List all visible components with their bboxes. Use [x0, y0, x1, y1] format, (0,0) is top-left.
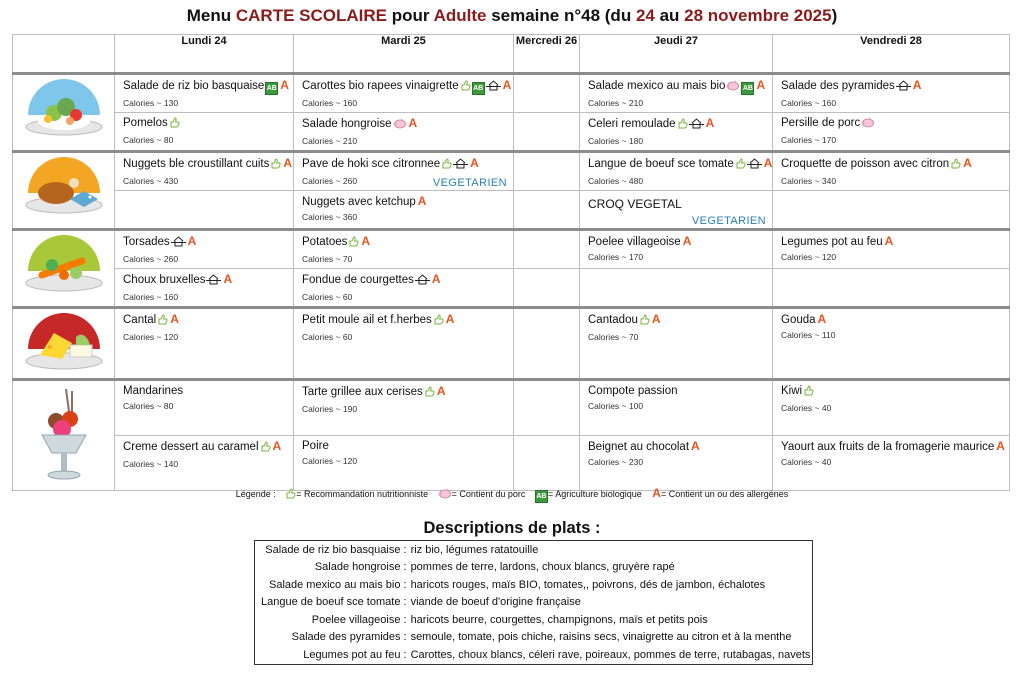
allergen-icon: A: [417, 194, 427, 208]
menu-row: [13, 152, 1010, 191]
menu-cell: [115, 436, 294, 491]
homemade-icon: [896, 80, 911, 95]
allergen-icon: A: [408, 116, 418, 130]
calories: Calories ~ 70: [588, 332, 639, 342]
dish-item: [781, 78, 1009, 95]
description-dish: Salade des pyramides :: [291, 631, 407, 644]
allergen-icon: A: [445, 312, 455, 326]
legend-allergen: [650, 486, 789, 500]
menu-cell: [773, 74, 1010, 113]
menu-cell: [580, 308, 773, 380]
menu-row: [13, 74, 1010, 113]
menu-cell: [115, 308, 294, 380]
menu-cell: [580, 436, 773, 491]
allergen-icon: A: [280, 78, 289, 92]
dish-item: [123, 156, 293, 173]
menu-row: [13, 436, 1010, 491]
organic-label-icon: AB: [741, 82, 754, 95]
dish-name: Poire: [302, 440, 329, 453]
menu-cell: [514, 152, 580, 191]
dish-name: Poelee villageoise: [588, 236, 681, 248]
menu-cell: [115, 113, 294, 152]
homemade-icon: [453, 158, 468, 173]
dish-name: Cantal: [123, 314, 157, 326]
dish-item: [781, 234, 1009, 249]
menu-cell: [294, 74, 514, 113]
description-dish: Salade mexico au mais bio :: [268, 578, 407, 591]
calories: Calories ~ 190: [302, 404, 358, 414]
allergen-icon: A: [272, 439, 282, 454]
calories: Calories ~ 120: [302, 456, 358, 467]
title-semaine: semaine n°48 (du: [486, 6, 636, 25]
dish-name: Mandarines: [123, 385, 184, 397]
allergen-icon: A: [817, 312, 827, 326]
homemade-icon: [689, 118, 704, 133]
description-row: [255, 611, 813, 629]
thumbs-up-icon: [803, 384, 814, 400]
menu-cell: [115, 380, 294, 436]
dish-item: [302, 78, 513, 95]
allergen-icon: A: [691, 439, 700, 454]
description-dish: Salade de riz bio basquaise :: [265, 543, 407, 556]
thumbs-up-icon: [735, 157, 746, 173]
menu-cell: [115, 191, 294, 230]
title-end: ): [831, 6, 838, 25]
dish-item: [588, 116, 772, 133]
menu-cell: [580, 269, 773, 308]
title-date-end: 28 novembre 2025: [684, 6, 832, 25]
description-row: [255, 646, 813, 664]
menu-table: [12, 34, 1010, 491]
allergen-icon: A: [436, 384, 446, 398]
dish-item: [302, 439, 513, 453]
description-row: [255, 629, 813, 647]
allergen-icon: A: [884, 234, 894, 248]
title-adulte: Adulte: [433, 6, 487, 25]
menu-row: [13, 113, 1010, 152]
calories: Calories ~ 160: [781, 98, 837, 108]
menu-cell: [773, 308, 1010, 380]
dish-item: [781, 116, 1009, 132]
fromages-icon: [20, 360, 108, 377]
thumbs-up-icon: [677, 117, 688, 133]
dish-item: [123, 312, 293, 329]
menu-cell: [580, 230, 773, 269]
menu-cell: [294, 380, 514, 436]
menu-cell: [580, 74, 773, 113]
calories: Calories ~ 230: [588, 457, 644, 468]
calories: Calories ~ 170: [781, 135, 837, 145]
description-text: haricots beurre, courgettes, champignons, maïs et petits pois: [410, 613, 708, 626]
menu-header-row: [13, 35, 1010, 74]
thumbs-up-icon: [433, 313, 444, 329]
description-row: [255, 576, 813, 594]
menu-cell: [294, 269, 514, 308]
dish-name: Carottes bio rapees vinaigrette: [302, 80, 459, 92]
dish-name: Tarte grillee aux cerises: [302, 386, 423, 398]
pig-icon: [438, 488, 452, 501]
dish-name: Langue de boeuf sce tomate: [588, 158, 734, 170]
calories: Calories ~ 430: [123, 176, 179, 186]
calories: Calories ~ 180: [588, 136, 644, 146]
description-text: viande de boeuf d'origine française: [410, 596, 581, 609]
descriptions-table: [254, 540, 813, 665]
dish-name: Petit moule ail et f.herbes: [302, 314, 432, 326]
dish-item: [781, 384, 1009, 400]
homemade-icon: [486, 80, 501, 95]
dish-item: [302, 384, 513, 401]
dish-item: [588, 312, 772, 329]
plats-icon: [20, 204, 108, 221]
menu-cell: [514, 436, 580, 491]
legend-reco: [284, 489, 428, 499]
allergen-icon: A: [170, 312, 179, 326]
legend-bio-text: = Agriculture biologique: [547, 489, 642, 499]
description-text: Carottes, choux blancs, céleri rave, poireaux, pommes de terre, rutabagas, navets: [410, 648, 811, 661]
allergen-icon: A: [223, 272, 233, 286]
description-row: [255, 594, 813, 612]
legend-pork: [437, 489, 526, 499]
menu-cell: [115, 269, 294, 308]
legend-reco-text: = Recommandation nutritionniste: [296, 489, 429, 499]
menu-cell: [514, 230, 580, 269]
organic-label-icon: AB: [265, 82, 278, 95]
thumbs-up-icon: [285, 487, 296, 501]
page-title: [0, 6, 1024, 26]
menu-cell: [514, 380, 580, 436]
allergen-icon: A: [187, 234, 197, 248]
menu-cell: [580, 380, 773, 436]
day-header: Jeudi 27: [580, 35, 773, 74]
dish-name: Compote passion: [588, 385, 678, 397]
dish-item: [302, 156, 513, 173]
calories: Calories ~ 160: [123, 292, 179, 302]
dish-item: [588, 194, 772, 211]
homemade-icon: [415, 274, 430, 289]
menu-row: [13, 269, 1010, 308]
calories: Calories ~ 210: [302, 136, 358, 146]
dish-item: [588, 78, 772, 95]
allergen-icon: A: [763, 156, 773, 170]
category-cell: [13, 230, 115, 308]
dish-name: Cantadou: [588, 314, 638, 326]
description-dish: Langue de boeuf sce tomate :: [261, 596, 407, 609]
allergen-icon: A: [470, 156, 479, 170]
allergen-icon: A: [431, 272, 441, 286]
calories: Calories ~ 160: [302, 98, 358, 108]
dish-item: [123, 116, 293, 132]
thumbs-up-icon: [157, 313, 168, 329]
allergen-icon: A: [963, 156, 972, 170]
calories: Calories ~ 100: [588, 401, 644, 411]
dish-item: [123, 234, 293, 251]
entrees-icon: [20, 126, 108, 143]
pig-icon: [726, 80, 740, 95]
description-row: [255, 541, 813, 559]
dish-name: Kiwi: [781, 385, 803, 397]
calories: Calories ~ 340: [781, 176, 837, 186]
allergen-icon: A: [756, 78, 766, 92]
dish-item: [302, 312, 513, 329]
calories: Calories ~ 80: [123, 401, 174, 411]
menu-cell: [773, 230, 1010, 269]
description-dish: Poelee villageoise :: [311, 613, 407, 626]
menu-cell: [773, 436, 1010, 491]
calories: Calories ~ 60: [302, 332, 353, 342]
dish-item: [123, 272, 293, 289]
homemade-icon: [747, 158, 762, 173]
dish-name: Fondue de courgettes: [302, 274, 414, 286]
calories: Calories ~ 360: [302, 212, 358, 222]
dish-item: [588, 234, 772, 249]
calories: Calories ~ 80: [123, 135, 174, 145]
dish-item: [123, 384, 293, 398]
menu-cell: [773, 269, 1010, 308]
dish-name: Persille de porc: [781, 117, 861, 129]
menu-cell: [115, 74, 294, 113]
allergen-icon: A: [651, 312, 661, 326]
dish-name: Salade hongroise: [302, 118, 392, 130]
dish-item: [302, 234, 513, 251]
dish-item: [302, 116, 513, 133]
thumbs-up-icon: [441, 157, 452, 173]
menu-cell: [514, 269, 580, 308]
title-au: au: [654, 6, 685, 25]
calories: Calories ~ 40: [781, 457, 832, 468]
pig-icon: [393, 118, 407, 133]
calories: Calories ~ 120: [781, 252, 837, 262]
day-header: Mercredi 26: [514, 35, 580, 74]
description-row: [255, 559, 813, 577]
pig-icon: [861, 117, 875, 132]
thumbs-up-icon: [950, 157, 961, 173]
dish-name: Nuggets ble croustillant cuits: [123, 158, 270, 170]
category-cell: [13, 308, 115, 380]
menu-row: [13, 230, 1010, 269]
calories: Calories ~ 140: [123, 459, 179, 470]
vegetarian-label: VEGETARIEN: [691, 215, 766, 227]
organic-label-icon: AB: [535, 490, 548, 503]
category-cell: [13, 380, 115, 491]
menu-cell: [773, 191, 1010, 230]
dish-name: Potatoes: [302, 236, 348, 248]
thumbs-up-icon: [460, 79, 471, 95]
legend-bio: [534, 489, 642, 499]
dish-name: Croquette de poisson avec citron: [781, 158, 950, 170]
menu-cell: [294, 436, 514, 491]
dish-name: Pave de hoki sce citronnee: [302, 158, 441, 170]
dish-item: [781, 312, 1009, 327]
calories: Calories ~ 480: [588, 176, 644, 186]
dish-name: Salade mexico au mais bio: [588, 80, 726, 92]
menu-cell: [773, 380, 1010, 436]
thumbs-up-icon: [260, 440, 271, 456]
menu-cell: [294, 308, 514, 380]
dish-item: [302, 272, 513, 289]
category-cell: [13, 74, 115, 152]
dish-name: Salade de riz bio basquaise: [123, 80, 265, 92]
allergen-icon: A: [705, 116, 715, 130]
menu-cell: [294, 152, 514, 191]
descriptions-title: Descriptions de plats :: [423, 519, 601, 537]
allergen-icon: A: [502, 78, 512, 92]
dish-item: [588, 156, 772, 173]
menu-cell: [294, 191, 514, 230]
dish-name: Pomelos: [123, 117, 168, 129]
menu-cell: [773, 113, 1010, 152]
dish-item: [588, 384, 772, 398]
menu-cell: [294, 230, 514, 269]
thumbs-up-icon: [348, 235, 359, 251]
dish-name: Torsades: [123, 236, 170, 248]
title-prefix: Menu: [186, 6, 236, 25]
dish-name: Choux bruxelles: [123, 274, 206, 286]
menu-cell: [580, 191, 773, 230]
dish-item: [588, 439, 772, 454]
calories: Calories ~ 260: [123, 254, 179, 264]
menu-cell: [580, 152, 773, 191]
menu-cell: [773, 152, 1010, 191]
calories: Calories ~ 170: [588, 252, 644, 262]
menu-cell: [514, 308, 580, 380]
menu-cell: [115, 152, 294, 191]
description-dish: Salade hongroise :: [314, 561, 407, 574]
dish-name: Yaourt aux fruits de la fromagerie maurice: [781, 441, 995, 454]
calories: Calories ~ 110: [781, 330, 836, 340]
calories: Calories ~ 130: [123, 98, 179, 108]
calories: Calories ~ 40: [781, 403, 832, 413]
menu-row: [13, 191, 1010, 230]
menu-cell: [115, 230, 294, 269]
dish-item: [302, 194, 513, 209]
category-cell: [13, 152, 115, 230]
description-text: semoule, tomate, pois chiche, raisins secs, vinaigrette au citron et à la menthe: [410, 631, 792, 644]
allergen-icon: A: [283, 156, 293, 170]
title-carte: CARTE SCOLAIRE: [235, 6, 387, 25]
legend-label: Légende :: [235, 489, 276, 499]
dish-item: [123, 439, 293, 456]
description-text: riz bio, légumes ratatouille: [410, 543, 539, 556]
calories: Calories ~ 60: [302, 292, 353, 302]
thumbs-up-icon: [270, 157, 281, 173]
legend: [0, 486, 1024, 503]
legend-allergen-text: = Contient un ou des allergènes: [660, 489, 789, 499]
accompagnements-icon: [20, 282, 108, 299]
menu-cell: [514, 113, 580, 152]
allergen-icon: A: [912, 78, 922, 92]
day-header: Mardi 25: [294, 35, 514, 74]
homemade-icon: [171, 236, 186, 251]
dish-item: [781, 156, 1009, 173]
dish-name: Legumes pot au feu: [781, 236, 883, 248]
thumbs-up-icon: [639, 313, 650, 329]
menu-cell: [514, 74, 580, 113]
dish-name: Gouda: [781, 314, 816, 326]
day-header: Lundi 24: [115, 35, 294, 74]
allergen-icon: A: [652, 486, 661, 500]
corner-cell: [13, 35, 115, 74]
homemade-icon: [206, 274, 221, 289]
day-header: Vendredi 28: [773, 35, 1010, 74]
dish-name: Celeri remoulade: [588, 118, 676, 130]
title-date-start: 24: [635, 6, 655, 25]
allergen-icon: A: [361, 234, 371, 248]
organic-label-icon: AB: [472, 82, 485, 95]
menu-row: [13, 380, 1010, 436]
menu-cell: [514, 191, 580, 230]
dish-item: [781, 439, 1009, 454]
dish-name: CROQ VEGETAL: [588, 197, 682, 211]
dish-name: Creme dessert au caramel: [123, 441, 259, 454]
description-dish: Legumes pot au feu :: [303, 648, 407, 661]
description-text: haricots rouges, maïs BIO, tomates,, poivrons, dés de jambon, échalotes: [410, 578, 766, 591]
calories: Calories ~ 210: [588, 98, 644, 108]
calories: Calories ~ 120: [123, 332, 179, 342]
dish-item: [123, 78, 293, 95]
title-pour: pour: [386, 6, 434, 25]
thumbs-up-icon: [169, 116, 180, 132]
vegetarian-label: VEGETARIEN: [432, 177, 507, 189]
calories: Calories ~ 260: [302, 176, 358, 186]
allergen-icon: A: [996, 439, 1005, 454]
calories: Calories ~ 70: [302, 254, 353, 264]
menu-cell: [294, 113, 514, 152]
legend-pork-text: = Contient du porc: [451, 489, 526, 499]
menu-cell: [580, 113, 773, 152]
dish-name: Beignet au chocolat: [588, 441, 690, 454]
menu-row: [13, 308, 1010, 380]
dish-name: Nuggets avec ketchup: [302, 196, 416, 208]
thumbs-up-icon: [424, 385, 435, 401]
description-text: pommes de terre, lardons, choux blancs, gruyère rapé: [410, 561, 675, 574]
allergen-icon: A: [682, 234, 692, 248]
dish-name: Salade des pyramides: [781, 80, 895, 92]
